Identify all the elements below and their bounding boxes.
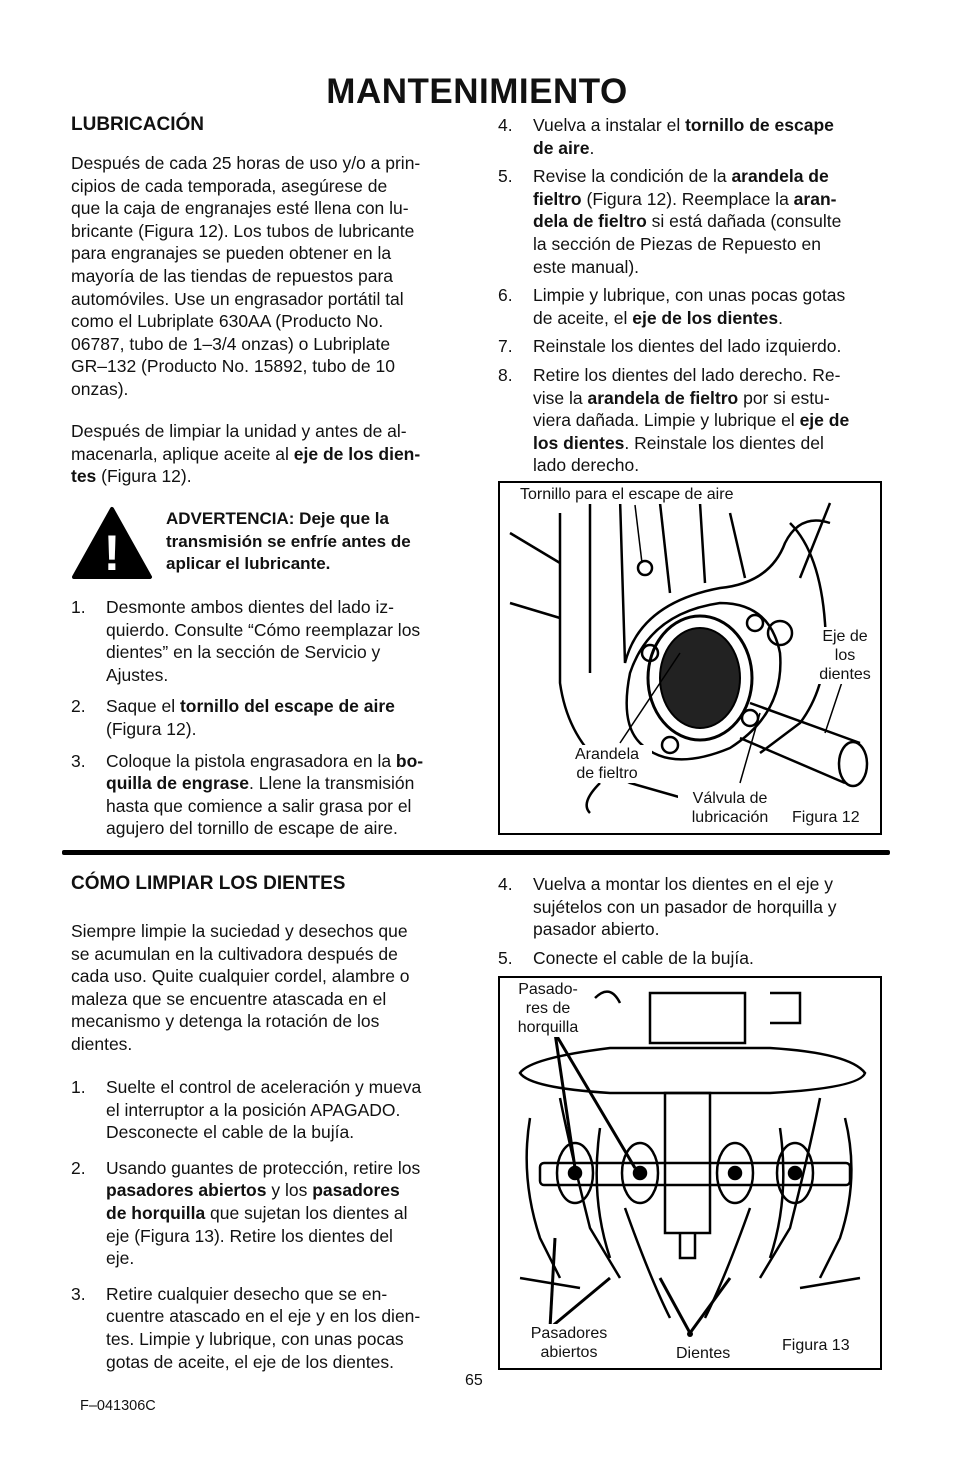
figure-13-label-dientes: Dientes	[676, 1345, 731, 1362]
figure-12-label-valvula: Válvula de lubricación	[678, 789, 782, 827]
section-heading-limpiar: CÓMO LIMPIAR LOS DIENTES	[71, 873, 346, 894]
list-item: 6. Limpie y lubrique, con unas pocas gotas de aceite, el eje de los dientes.	[498, 285, 846, 328]
list-item: 2. Usando guantes de protección, retire los pasadores abiertos y los pasadores de horquilla que sujetan los dientes al eje (Figura 13). Retire los dientes del eje.	[71, 1157, 421, 1269]
list-item: 4. Vuelva a instalar el tornillo de escape de aire.	[498, 115, 834, 158]
figure-12-label-tornillo: Tornillo para el escape de aire	[520, 485, 820, 504]
list-item: 5. Conecte el cable de la bujía.	[498, 947, 754, 968]
list-item: 2. Saque el tornillo del escape de aire (Figura 12).	[71, 696, 395, 739]
lubricacion-steps-right	[498, 114, 890, 477]
list-item: 8. Retire los dientes del lado derecho. Re- vise la arandela de fieltro por si estu- viera dañada. Limpie y lubrique el eje de los dientes. Reinstale los dientes del lado derecho.	[498, 364, 850, 476]
figure-13-label-horquilla: Pasado- res de horquilla	[508, 980, 588, 1037]
figure-13-label-abiertos: Pasadores abiertos	[524, 1324, 614, 1362]
page-title: MANTENIMIENTO	[326, 72, 628, 111]
lubricacion-paragraph-1: Después de cada 25 horas de uso y/o a prin- cipios de cada temporada, asegúrese de que la caja de engranajes esté llena con lu- bricante (Figura 12). Los tubos de lubricante para engranajes se pueden obtener en la mayoría de las tiendas de repuestos para automóviles. Use un engrasador portátil tal como el Lubriplate 630AA (Producto No. 06787, tubo de 1–3/4 onzas) o Lubriplate GR–132 (Producto No. 15892, tubo de 10 onzas).	[71, 153, 421, 399]
figure-12	[498, 481, 882, 835]
list-item: 3. Coloque la pistola engrasadora en la bo- quilla de engrase. Llene la transmisión hasta que comience a salir grasa por el agujero del tornillo de escape de aire.	[71, 750, 424, 839]
figure-12-label-arandela: Arandela de fieltro	[562, 745, 652, 783]
svg-text:!: !	[103, 525, 121, 581]
lubricacion-steps-left	[71, 596, 466, 840]
limpiar-intro: Siempre limpie la suciedad y desechos que se acumulan en la cultivadora después de cada uso. Quite cualquier cordel, alambre o maleza que se encuentre atascada en el mecanismo y detenga la rotación de los dientes.	[71, 921, 410, 1054]
lubricacion-paragraph-2: Después de limpiar la unidad y antes de al- macenarla, aplique aceite al eje de los dien- tes (Figura 12).	[71, 421, 421, 487]
list-item: 1. Suelte el control de aceleración y mueva el interruptor a la posición APAGADO. Desconecte el cable de la bujía.	[71, 1077, 422, 1143]
warning-icon	[70, 505, 154, 581]
document-code: F–041306C	[80, 1398, 156, 1414]
list-item: 1. Desmonte ambos dientes del lado iz- quierdo. Consulte “Cómo reemplazar los dientes” en la sección de Servicio y Ajustes.	[71, 597, 421, 685]
list-item: 3. Retire cualquier desecho que se en- cuentre atascado en el eje y en los dien- tes. Limpie y lubrique, con unas pocas gotas de aceite, el eje de los dientes.	[71, 1283, 421, 1372]
limpiar-steps-right	[498, 873, 890, 969]
figure-12-label-eje: Eje de los dientes	[812, 627, 878, 684]
section-divider	[62, 850, 890, 855]
limpiar-steps-left	[71, 1076, 466, 1373]
section-heading-lubricacion: LUBRICACIÓN	[71, 114, 204, 135]
figure-12-caption: Figura 12	[792, 809, 860, 826]
list-item: 7. Reinstale los dientes del lado izquierdo.	[498, 336, 842, 357]
figure-13	[498, 976, 882, 1370]
figure-13-caption: Figura 13	[782, 1337, 850, 1354]
list-item: 5. Revise la condición de la arandela de fieltro (Figura 12). Reemplace la aran- dela de fieltro si está dañada (consulte la sección de Piezas de Repuesto en este manual).	[498, 166, 842, 277]
page-number: 65	[465, 1372, 483, 1389]
list-item: 4. Vuelva a montar los dientes en el eje y sujételos con un pasador de horquilla y pasador abierto.	[498, 874, 837, 940]
warning-text: ADVERTENCIA: Deje que la transmisión se enfríe antes de aplicar el lubricante.	[166, 509, 411, 574]
